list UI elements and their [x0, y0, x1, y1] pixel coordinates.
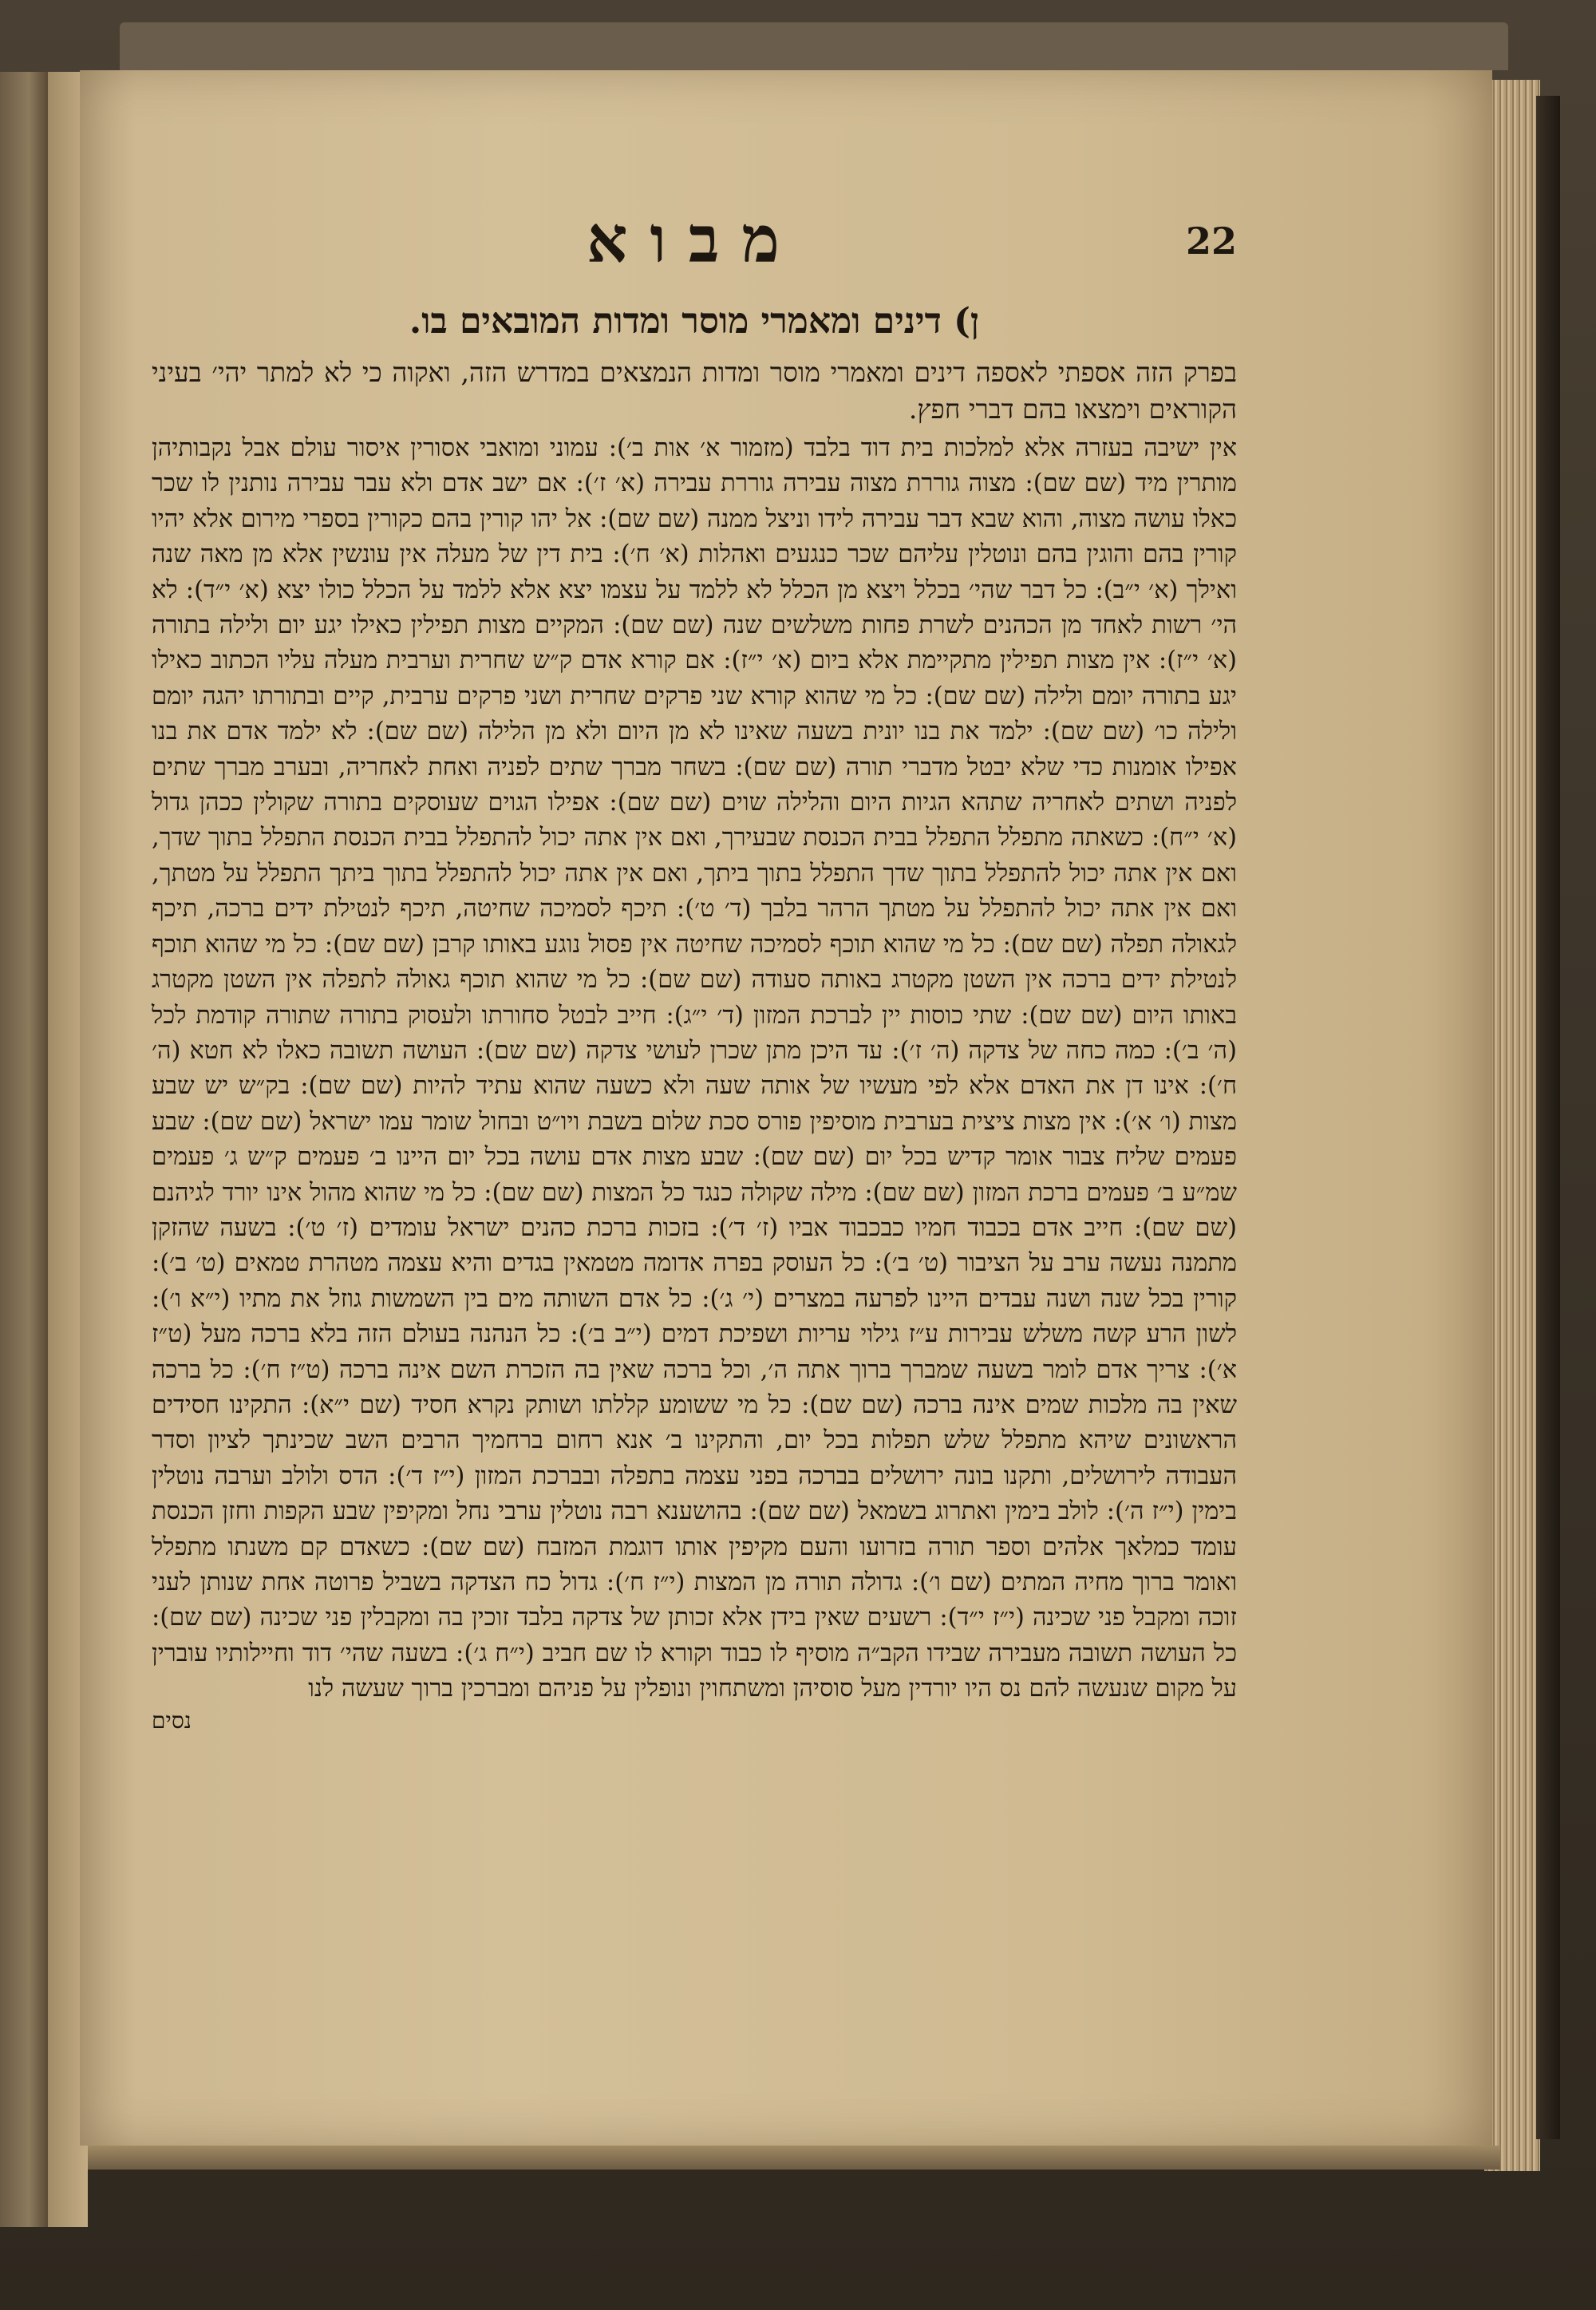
page-stack-shadow	[1536, 96, 1560, 2139]
page-header	[152, 200, 1237, 295]
page-content	[152, 200, 1237, 1734]
running-title: מבוא	[587, 202, 802, 277]
body-paragraph: אין ישיבה בעזרה אלא למלכות בית דוד בלבד (מזמור א׳ אות ב׳): עמוני ומואבי אסורין איסור עולם אבל נקבותיהן מותרין מיד (שם שם): מצוה גוררת מצוה עבירה גוררת עבירה (א׳ ז׳): אם ישב אדם ולא עבר עבירה נותנין לו שכר כאלו עושה מצוה, והוא שבא דבר עבירה לידו וניצל ממנה (שם שם): אל יהו קורין בהם כקורין בספרי מירום אלא יהיו קורין בהם והוגין בהם ונוטלין עליהם שכר כנגעים ואהלות (א׳ ח׳): בית דין של מעלה אין עונשין אלא מן מאה שנה ואילך (א׳ י״ב): כל דבר שהי׳ בכלל ויצא מן הכלל לא ללמד על עצמו יצא אלא ללמד על הכלל כולו יצא (א׳ י״ד): לא הי׳ רשות לאחד מן הכהנים לשרת פחות משלשים שנה (שם שם): המקיים מצות תפילין כאילו יגע יום ולילה בתורה (א׳ י״ז): אין מצות תפילין מתקיימת אלא ביום (א׳ י״ז): אם קורא אדם ק״ש שחרית וערבית מעלה עליו הכתוב כאילו יגע בתורה יומם ולילה (שם שם): כל מי שהוא קורא שני פרקים שחרית ושני פרקים ערבית, קיים ובתורתו יהגה יומם ולילה כו׳ (שם שם): ילמד את בנו יונית בשעה שאינו לא מן היום ולא מן הלילה (שם שם): לא ילמד אדם את בנו אפילו אומנות כדי שלא יבטל מדברי תורה (שם שם): בשחר מברך שתים לפניה ואחת לאחריה, ובערב מברך שתים לפניה ושתים לאחריה שתהא הגיות היום והלילה שוים (שם שם): אפילו הגוים שעוסקים בתורה שקולין ככהן גדול (א׳ י״ח): כשאתה מתפלל התפלל בבית הכנסת שבעירך, ואם אין אתה יכול להתפלל בבית הכנסת התפלל בתוך שדך, ואם אין אתה יכול להתפלל בתוך שדך התפלל בתוך ביתך, ואם אין אתה יכול להתפלל בתוך ביתך התפלל על מטתך, ואם אין אתה יכול להתפלל על מטתך הרהר בלבך (ד׳ ט׳): תיכף לסמיכה שחיטה, תיכף לנטילת ידים ברכה, תיכף לגאולה תפלה (שם שם): כל מי שהוא תוכף לסמיכה שחיטה אין פסול נוגע באותו קרבן (שם שם): כל מי שהוא תוכף לנטילת ידים ברכה אין השטן מקטרג באותה סעודה (שם שם): כל מי שהוא תוכף גאולה לתפלה אין השטן מקטרג באותו היום (שם שם): שתי כוסות יין לברכת המזון (ד׳ י״ג): חייב לבטל סחורתו ולעסוק בתורה שתורה קודמת לכל (ה׳ ב׳): כמה כחה של צדקה (ה׳ ז׳): עד היכן מתן שכרן לעושי צדקה (שם שם): העושה תשובה כאלו לא חטא (ה׳ ח׳): אינו דן את האדם אלא לפי מעשיו של אותה שעה ולא כשעה שהוא עתיד להיות (שם שם): בק״ש יש שבע מצות (ו׳ א׳): אין מצות ציצית בערבית מוסיפין פורס סכת שלום בשבת ויו״ט ובחול שומר עמו ישראל (שם שם): שבע פעמים שליח צבור אומר קדיש בכל יום (שם שם): שבע מצות אדם עושה בכל יום היינו ב׳ פעמים ק״ש ג׳ פעמים שמ״ע ב׳ פעמים ברכת המזון (שם שם): מילה שקולה כנגד כל המצות (שם שם): כל מי שהוא מהול אינו יורד לגיהנם (שם שם): חייב אדם בכבוד חמיו כבכבוד אביו (ז׳ ד׳): בזכות ברכת כהנים ישראל עומדים (ז׳ ט׳): בשעה שהזקן מתמנה נעשה ערב על הציבור (ט׳ ב׳): כל העוסק בפרה אדומה מטמאין בגדים והיא עצמה מטהרת טמאים (ט׳ ב׳): קורין בכל שנה ושנה עבדים היינו לפרעה במצרים (י׳ ג׳): כל אדם השותה מים בין השמשות גוזל את מתיו (י״א ו׳): לשון הרע קשה משלש עבירות ע״ז גילוי עריות ושפיכת דמים (י״ב ב׳): כל הנהנה בעולם הזה בלא ברכה מעל (ט״ז א׳): צריך אדם לומר בשעה שמברך ברוך אתה ה׳, וכל ברכה שאין בה הזכרת השם אינה ברכה (ט״ז ח׳): כל ברכה שאין בה מלכות שמים אינה ברכה (שם שם): כל מי ששומע קללתו ושותק נקרא חסיד (שם י״א): התקינו חסידים הראשונים שיהא מתפלל שלש תפלות בכל יום, והתקינו ב׳ אנא רחום ברחמיך הרבים השב שכינתך לציון וסדר העבודה לירושלים, ותקנו בונה ירושלים בברכה בפני עצמה בתפלה ובברכת המזון (י״ז ד׳): הדס ולולב וערבה נוטלין בימין (י״ז ה׳): לולב בימין ואתרוג בשמאל (שם שם): בהושענא רבה נוטלין ערבי נחל ומקיפין שבע הקפות וחזן הכנסת עומד כמלאך אלהים וספר תורה בזרועו והעם מקיפין אותו דוגמת המזבח (שם שם): כשאדם קם משנתו מתפלל ואומר ברוך מחיה המתים (שם ו׳): גדולה תורה מן המצות (י״ז ח׳): גדול כח הצדקה בשביל פרוטה אחת שנותן לעני זוכה ומקבל פני שכינה (י״ז י״ד): רשעים שאין בידן אלא זכותן של צדקה בלבד זוכין בה ומקבלין פני שכינה (שם שם): כל העושה תשובה מעבירה שבידו הקב״ה מוסיף לו כבוד וקורא לו שם חביב (י״ח ג׳): בשעה שהי׳ דוד וחיילותיו עוברין על מקום שנעשה להם נס היו יורדין מעל סוסיהן ומשתחוין ונופלין על פניהם ומברכין ברוך שעשה לנו	[152, 434, 1237, 1703]
page-number: 22	[1185, 220, 1237, 263]
catchword: נסים	[152, 1707, 192, 1734]
page-bottom-edge	[88, 2146, 1500, 2170]
left-page-edge	[0, 72, 48, 2227]
section-heading: ן) דינים ומאמרי מוסר ומדות המובאים בו.	[409, 301, 980, 342]
intro-paragraph: בפרק הזה אספתי לאספה דינים ומאמרי מוסר ומדות הנמצאים במדרש הזה, ואקוה כי לא למתר יהי׳ בעיני הקוראים וימצאו בהם דברי חפץ.	[152, 357, 1237, 425]
page-stack-edge	[1484, 80, 1540, 2171]
book-cover-top	[120, 22, 1508, 70]
